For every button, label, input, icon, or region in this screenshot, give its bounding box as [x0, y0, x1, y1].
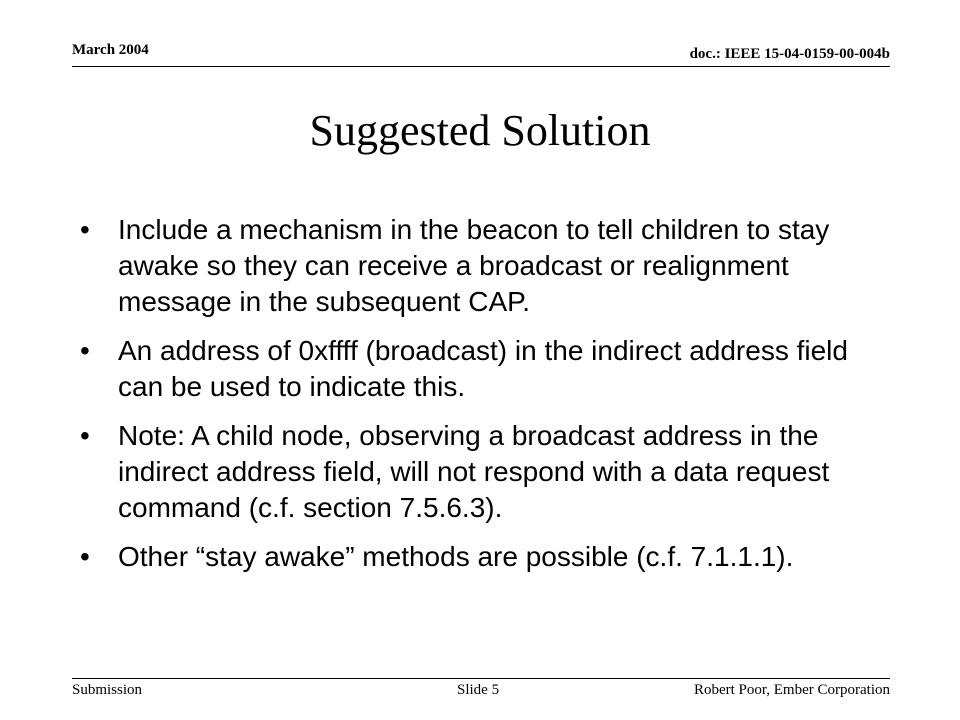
bullet-icon: • [80, 214, 90, 245]
bullet-text: Include a mechanism in the beacon to tell children to stay awake so they can receive a broadcast or realignment message in the subsequent CAP. [118, 214, 830, 317]
footer-slide-number: Slide 5 [457, 682, 500, 698]
bullet-text: An address of 0xffff (broadcast) in the indirect address field can be used to indicate this. [118, 335, 848, 402]
bullet-item [80, 418, 880, 526]
bullet-text: Other “stay awake” methods are possible (c.f. 7.1.1.1). [118, 541, 794, 572]
header-date: March 2004 [72, 42, 149, 58]
footer-divider [72, 678, 890, 679]
bullet-icon: • [80, 335, 90, 366]
bullet-icon: • [80, 541, 90, 572]
bullet-icon: • [80, 420, 90, 451]
bullet-text: Note: A child node, observing a broadcast address in the indirect address field, will not respond with a data request command (c.f. section 7.5.6.3). [118, 420, 830, 523]
bullet-list [80, 212, 880, 588]
footer-submission: Submission [72, 682, 143, 698]
footer-author: Robert Poor, Ember Corporation [693, 682, 890, 698]
bullet-item [80, 539, 880, 575]
header-divider [72, 66, 890, 67]
bullet-item [80, 212, 880, 320]
header-doc-id: doc.: IEEE 15-04-0159-00-004b [689, 46, 890, 62]
bullet-item [80, 333, 880, 405]
slide-title: Suggested Solution [309, 106, 651, 155]
